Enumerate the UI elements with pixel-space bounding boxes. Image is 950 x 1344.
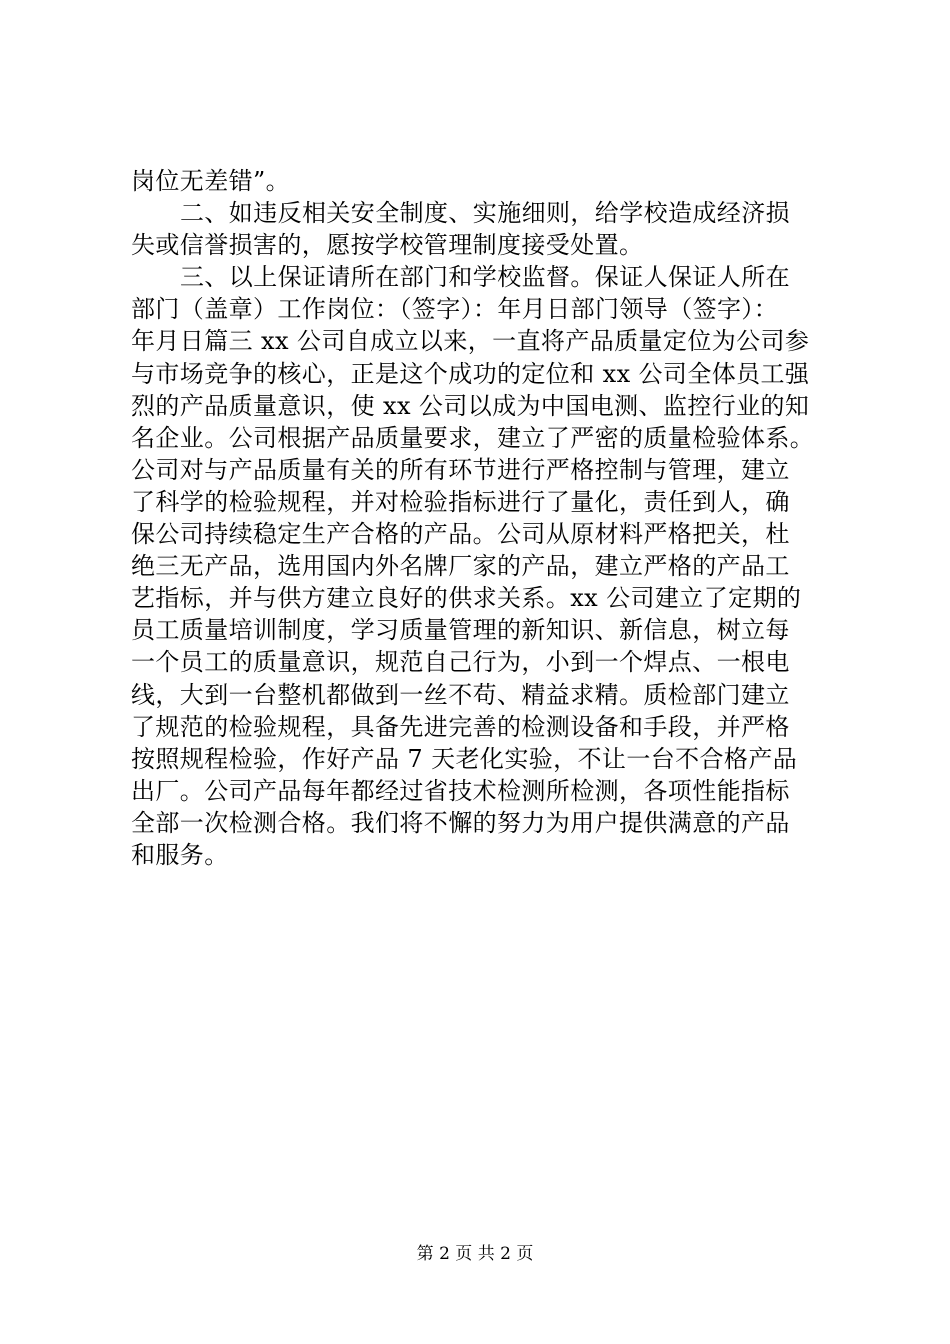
body-text xyxy=(131,165,831,871)
text-line: 员工质量培训制度，学习质量管理的新知识、新信息，树立每 xyxy=(131,616,790,645)
text-line: 年月日篇三 xx 公司自成立以来，一直将产品质量定位为公司参 xyxy=(131,327,810,356)
text-line: 了科学的检验规程，并对检验指标进行了量化，责任到人，确 xyxy=(131,487,790,516)
text-line: 了规范的检验规程，具备先进完善的检测设备和手段，并严格 xyxy=(131,712,790,741)
text-line: 绝三无产品，选用国内外名牌厂家的产品，建立严格的产品工 xyxy=(131,552,790,581)
text-line: 线，大到一台整机都做到一丝不苟、精益求精。质检部门建立 xyxy=(131,680,790,709)
text-line: 与市场竞争的核心，正是这个成功的定位和 xx 公司全体员工强 xyxy=(131,359,810,388)
text-line: 一个员工的质量意识，规范自己行为，小到一个焊点、一根电 xyxy=(131,648,790,677)
text-line: 和服务。 xyxy=(131,840,229,869)
text-line: 公司对与产品质量有关的所有环节进行严格控制与管理，建立 xyxy=(131,455,790,484)
page-number-footer: 第 2 页 共 2 页 xyxy=(416,1244,534,1264)
text-line: 按照规程检验，作好产品 7 天老化实验，不让一台不合格产品 xyxy=(131,744,798,773)
text-line: 二、如违反相关安全制度、实施细则，给学校造成经济损 xyxy=(180,199,790,228)
text-line: 三、以上保证请所在部门和学校监督。保证人保证人所在 xyxy=(180,263,790,292)
text-line: 保公司持续稳定生产合格的产品。公司从原材料严格把关，杜 xyxy=(131,520,790,549)
text-line: 失或信誉损害的，愿按学校管理制度接受处置。 xyxy=(131,231,644,260)
text-line: 烈的产品质量意识，使 xx 公司以成为中国电测、监控行业的知 xyxy=(131,391,810,420)
text-line: 名企业。公司根据产品质量要求，建立了严密的质量检验体系。 xyxy=(131,423,815,452)
text-line: 艺指标，并与供方建立良好的供求关系。xx 公司建立了定期的 xyxy=(131,584,802,613)
text-line: 岗位无差错”。 xyxy=(131,167,291,195)
text-line: 出厂。公司产品每年都经过省技术检测所检测，各项性能指标 xyxy=(131,776,790,805)
text-line: 部门（盖章）工作岗位：（签字）：年月日部门领导（签字）： xyxy=(131,295,779,324)
text-line: 全部一次检测合格。我们将不懈的努力为用户提供满意的产品 xyxy=(131,808,790,837)
